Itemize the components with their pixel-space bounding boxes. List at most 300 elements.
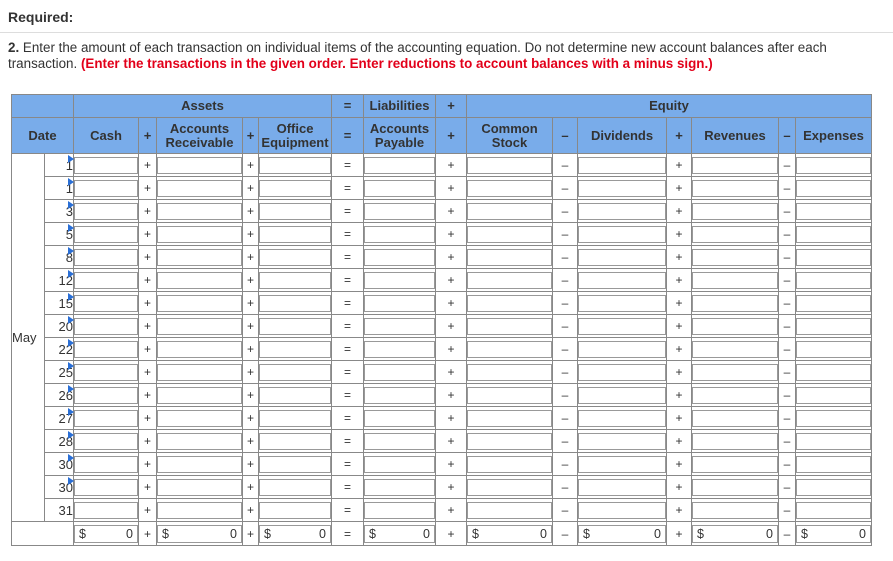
- column-accounts-receivable: Accounts Receivable: [157, 118, 243, 154]
- op-plus: +: [667, 292, 692, 315]
- op-plus: +: [667, 407, 692, 430]
- ar-cell: [157, 223, 243, 246]
- op-eq: =: [332, 177, 364, 200]
- ap-input[interactable]: [364, 226, 435, 243]
- cs-input[interactable]: [467, 157, 552, 174]
- exp-input[interactable]: [796, 295, 871, 312]
- op-plus: +: [436, 315, 467, 338]
- oe-input[interactable]: [259, 272, 331, 289]
- op-minus: –: [553, 453, 578, 476]
- op-eq: =: [332, 269, 364, 292]
- ap-input[interactable]: [364, 433, 435, 450]
- div-input[interactable]: [578, 502, 666, 519]
- cash-cell: [74, 315, 139, 338]
- day-value: 8: [65, 249, 73, 265]
- transaction-row: [12, 430, 872, 453]
- day-value: 28: [58, 433, 73, 449]
- op-minus: –: [553, 338, 578, 361]
- rev-input[interactable]: [692, 479, 778, 496]
- ar-input[interactable]: [157, 318, 242, 335]
- op-plus: +: [139, 384, 157, 407]
- ar-input[interactable]: [157, 433, 242, 450]
- transaction-row: [12, 338, 872, 361]
- oe-cell: [259, 499, 332, 522]
- cs-input[interactable]: [467, 341, 552, 358]
- dropdown-marker-icon[interactable]: [68, 477, 74, 485]
- div-input[interactable]: [578, 456, 666, 473]
- exp-cell: [796, 453, 872, 476]
- op-plus: +: [243, 430, 259, 453]
- exp-input[interactable]: [796, 249, 871, 266]
- ap-total-cell: [364, 522, 436, 546]
- dropdown-marker-icon[interactable]: [68, 362, 74, 370]
- column-common-stock: Common Stock: [467, 118, 553, 154]
- day-cell[interactable]: [45, 499, 74, 522]
- cs-input[interactable]: [467, 387, 552, 404]
- exp-input[interactable]: [796, 479, 871, 496]
- day-cell[interactable]: [45, 269, 74, 292]
- ap-input[interactable]: [364, 410, 435, 427]
- exp-input[interactable]: [796, 203, 871, 220]
- cash-input[interactable]: [74, 502, 138, 519]
- transaction-row: [12, 384, 872, 407]
- oe-total-cell: [259, 522, 332, 546]
- cs-cell: [467, 223, 553, 246]
- rev-input[interactable]: [692, 203, 778, 220]
- ap-cell: [364, 246, 436, 269]
- cash-input[interactable]: [74, 272, 138, 289]
- rev-input[interactable]: [692, 180, 778, 197]
- day-cell[interactable]: [45, 246, 74, 269]
- ap-input[interactable]: [364, 249, 435, 266]
- rev-input[interactable]: [692, 502, 778, 519]
- rev-input[interactable]: [692, 456, 778, 473]
- op-plus: +: [243, 315, 259, 338]
- exp-input[interactable]: [796, 341, 871, 358]
- div-cell: [578, 407, 667, 430]
- op-eq: =: [332, 246, 364, 269]
- op-eq: =: [332, 430, 364, 453]
- div-input[interactable]: [578, 226, 666, 243]
- currency-symbol: $: [801, 526, 808, 541]
- group-assets: Assets: [74, 95, 332, 118]
- cs-input[interactable]: [467, 502, 552, 519]
- exp-total: 0: [859, 526, 866, 541]
- day-value: 30: [58, 456, 73, 472]
- op-eq: =: [332, 476, 364, 499]
- op-plus: +: [243, 118, 259, 154]
- cs-input[interactable]: [467, 479, 552, 496]
- rev-cell: [692, 407, 779, 430]
- op-eq: =: [332, 407, 364, 430]
- div-cell: [578, 361, 667, 384]
- rev-input[interactable]: [692, 272, 778, 289]
- day-cell[interactable]: [45, 223, 74, 246]
- div-cell: [578, 338, 667, 361]
- exp-cell: [796, 177, 872, 200]
- oe-input[interactable]: [259, 157, 331, 174]
- rev-total-cell: [692, 522, 779, 546]
- instruction-body: Enter the amount of each transaction on individual items of the accounting equation. Do not determine new account balances after each transaction.: [8, 40, 827, 71]
- ap-input[interactable]: [364, 180, 435, 197]
- cs-input[interactable]: [467, 318, 552, 335]
- oe-cell: [259, 453, 332, 476]
- op-plus: +: [436, 223, 467, 246]
- day-cell[interactable]: [45, 200, 74, 223]
- ar-cell: [157, 269, 243, 292]
- header-equals: =: [332, 95, 364, 118]
- rev-cell: [692, 223, 779, 246]
- day-cell[interactable]: [45, 338, 74, 361]
- column-revenues: Revenues: [692, 118, 779, 154]
- div-input[interactable]: [578, 410, 666, 427]
- day-cell[interactable]: [45, 384, 74, 407]
- oe-input[interactable]: [259, 456, 331, 473]
- cs-input[interactable]: [467, 433, 552, 450]
- op-eq: =: [332, 499, 364, 522]
- exp-input[interactable]: [796, 456, 871, 473]
- cs-input[interactable]: [467, 226, 552, 243]
- oe-input[interactable]: [259, 180, 331, 197]
- ap-cell: [364, 407, 436, 430]
- transaction-row: [12, 476, 872, 499]
- ap-input[interactable]: [364, 456, 435, 473]
- rev-input[interactable]: [692, 410, 778, 427]
- cash-cell: [74, 476, 139, 499]
- dropdown-marker-icon[interactable]: [68, 224, 74, 232]
- exp-cell: [796, 246, 872, 269]
- op-plus: +: [436, 430, 467, 453]
- cash-input[interactable]: [74, 433, 138, 450]
- day-cell[interactable]: [45, 177, 74, 200]
- ap-input[interactable]: [364, 295, 435, 312]
- ar-input[interactable]: [157, 479, 242, 496]
- cash-input[interactable]: [74, 226, 138, 243]
- currency-symbol: $: [162, 526, 169, 541]
- div-input[interactable]: [578, 295, 666, 312]
- oe-cell: [259, 292, 332, 315]
- ar-input[interactable]: [157, 272, 242, 289]
- day-cell[interactable]: [45, 292, 74, 315]
- op-minus: –: [779, 430, 796, 453]
- rev-input[interactable]: [692, 364, 778, 381]
- cs-input[interactable]: [467, 249, 552, 266]
- oe-cell: [259, 246, 332, 269]
- ar-total-cell: [157, 522, 243, 546]
- cash-input[interactable]: [74, 295, 138, 312]
- exp-input[interactable]: [796, 387, 871, 404]
- transaction-row: [12, 315, 872, 338]
- exp-input[interactable]: [796, 502, 871, 519]
- cash-input[interactable]: [74, 456, 138, 473]
- op-plus: +: [139, 269, 157, 292]
- ap-input[interactable]: [364, 364, 435, 381]
- ar-input[interactable]: [157, 295, 242, 312]
- cs-input[interactable]: [467, 272, 552, 289]
- oe-cell: [259, 200, 332, 223]
- cash-cell: [74, 338, 139, 361]
- ap-cell: [364, 269, 436, 292]
- day-value: 12: [58, 272, 73, 288]
- oe-cell: [259, 338, 332, 361]
- oe-input[interactable]: [259, 410, 331, 427]
- currency-symbol: $: [472, 526, 479, 541]
- cash-input[interactable]: [74, 203, 138, 220]
- cs-cell: [467, 269, 553, 292]
- op-plus: +: [243, 246, 259, 269]
- exp-input[interactable]: [796, 318, 871, 335]
- op-minus: –: [553, 292, 578, 315]
- oe-input[interactable]: [259, 502, 331, 519]
- op-plus: +: [139, 522, 157, 546]
- dropdown-marker-icon[interactable]: [68, 270, 74, 278]
- cash-input[interactable]: [74, 157, 138, 174]
- cs-input[interactable]: [467, 295, 552, 312]
- op-minus: –: [779, 292, 796, 315]
- div-input[interactable]: [578, 364, 666, 381]
- ar-input[interactable]: [157, 502, 242, 519]
- op-minus: –: [779, 453, 796, 476]
- rev-input[interactable]: [692, 157, 778, 174]
- day-cell[interactable]: [45, 476, 74, 499]
- rev-input[interactable]: [692, 249, 778, 266]
- cash-input[interactable]: [74, 364, 138, 381]
- cash-input[interactable]: [74, 410, 138, 427]
- cs-cell: [467, 499, 553, 522]
- rev-cell: [692, 384, 779, 407]
- day-value: 27: [58, 410, 73, 426]
- div-cell: [578, 246, 667, 269]
- exp-input[interactable]: [796, 364, 871, 381]
- day-cell[interactable]: [45, 361, 74, 384]
- cash-input[interactable]: [74, 341, 138, 358]
- op-eq: =: [332, 200, 364, 223]
- ar-cell: [157, 246, 243, 269]
- op-plus: +: [667, 430, 692, 453]
- op-minus: –: [779, 118, 796, 154]
- dropdown-marker-icon[interactable]: [68, 339, 74, 347]
- oe-input[interactable]: [259, 318, 331, 335]
- op-plus: +: [139, 118, 157, 154]
- cs-input[interactable]: [467, 456, 552, 473]
- op-eq: =: [332, 384, 364, 407]
- cs-cell: [467, 384, 553, 407]
- transaction-row: [12, 407, 872, 430]
- dropdown-marker-icon[interactable]: [68, 293, 74, 301]
- ap-cell: [364, 499, 436, 522]
- column-dividends: Dividends: [578, 118, 667, 154]
- dropdown-marker-icon[interactable]: [68, 316, 74, 324]
- cash-cell: [74, 177, 139, 200]
- exp-input[interactable]: [796, 157, 871, 174]
- op-minus: –: [779, 246, 796, 269]
- exp-input[interactable]: [796, 226, 871, 243]
- day-cell[interactable]: [45, 315, 74, 338]
- op-plus: +: [139, 338, 157, 361]
- cs-input[interactable]: [467, 364, 552, 381]
- op-plus: +: [436, 338, 467, 361]
- ap-input[interactable]: [364, 203, 435, 220]
- oe-input[interactable]: [259, 341, 331, 358]
- div-input[interactable]: [578, 433, 666, 450]
- ar-input[interactable]: [157, 249, 242, 266]
- div-cell: [578, 223, 667, 246]
- exp-cell: [796, 338, 872, 361]
- day-cell[interactable]: [45, 430, 74, 453]
- column-expenses: Expenses: [796, 118, 872, 154]
- div-input[interactable]: [578, 180, 666, 197]
- div-input[interactable]: [578, 249, 666, 266]
- dropdown-marker-icon[interactable]: [68, 385, 74, 393]
- oe-input[interactable]: [259, 479, 331, 496]
- ap-cell: [364, 223, 436, 246]
- dropdown-marker-icon[interactable]: [68, 201, 74, 209]
- day-cell[interactable]: [45, 453, 74, 476]
- rev-input[interactable]: [692, 295, 778, 312]
- ap-input[interactable]: [364, 318, 435, 335]
- ap-cell: [364, 476, 436, 499]
- ap-input[interactable]: [364, 479, 435, 496]
- ap-input[interactable]: [364, 387, 435, 404]
- rev-cell: [692, 338, 779, 361]
- cs-input[interactable]: [467, 203, 552, 220]
- day-cell[interactable]: [45, 407, 74, 430]
- exp-input[interactable]: [796, 433, 871, 450]
- oe-input[interactable]: [259, 387, 331, 404]
- dropdown-marker-icon[interactable]: [68, 178, 74, 186]
- cash-input[interactable]: [74, 180, 138, 197]
- oe-cell: [259, 269, 332, 292]
- dropdown-marker-icon[interactable]: [68, 408, 74, 416]
- cs-input[interactable]: [467, 180, 552, 197]
- oe-input[interactable]: [259, 295, 331, 312]
- cs-input[interactable]: [467, 410, 552, 427]
- op-plus: +: [436, 118, 467, 154]
- op-plus: +: [436, 269, 467, 292]
- exp-input[interactable]: [796, 272, 871, 289]
- ar-input[interactable]: [157, 157, 242, 174]
- exp-input[interactable]: [796, 180, 871, 197]
- column-cash: Cash: [74, 118, 139, 154]
- ar-input[interactable]: [157, 364, 242, 381]
- oe-input[interactable]: [259, 433, 331, 450]
- op-minus: –: [779, 223, 796, 246]
- oe-input[interactable]: [259, 249, 331, 266]
- oe-input[interactable]: [259, 203, 331, 220]
- cash-cell: [74, 269, 139, 292]
- div-input[interactable]: [578, 479, 666, 496]
- ar-input[interactable]: [157, 410, 242, 427]
- required-heading: Required:: [8, 9, 74, 25]
- day-value: 22: [58, 341, 73, 357]
- cs-cell: [467, 315, 553, 338]
- oe-input[interactable]: [259, 226, 331, 243]
- currency-symbol: $: [583, 526, 590, 541]
- day-value: 26: [58, 387, 73, 403]
- cash-input[interactable]: [74, 249, 138, 266]
- ar-input[interactable]: [157, 341, 242, 358]
- div-input[interactable]: [578, 318, 666, 335]
- ar-input[interactable]: [157, 387, 242, 404]
- cash-cell: [74, 384, 139, 407]
- dropdown-marker-icon[interactable]: [68, 247, 74, 255]
- exp-cell: [796, 430, 872, 453]
- ar-total: 0: [230, 526, 237, 541]
- transaction-row: [12, 200, 872, 223]
- rev-input[interactable]: [692, 433, 778, 450]
- cash-input[interactable]: [74, 318, 138, 335]
- op-plus: +: [243, 453, 259, 476]
- op-plus: +: [243, 476, 259, 499]
- div-input[interactable]: [578, 387, 666, 404]
- rev-input[interactable]: [692, 387, 778, 404]
- op-plus: +: [667, 384, 692, 407]
- div-input[interactable]: [578, 341, 666, 358]
- ar-cell: [157, 200, 243, 223]
- op-plus: +: [139, 407, 157, 430]
- cash-input[interactable]: [74, 479, 138, 496]
- div-input[interactable]: [578, 203, 666, 220]
- oe-cell: [259, 384, 332, 407]
- dropdown-marker-icon[interactable]: [68, 454, 74, 462]
- op-minus: –: [553, 315, 578, 338]
- instruction-note: (Enter the transactions in the given order. Enter reductions to account balances with a minus sign.): [80, 56, 713, 71]
- ar-input[interactable]: [157, 180, 242, 197]
- exp-cell: [796, 476, 872, 499]
- group-liabilities: Liabilities: [364, 95, 436, 118]
- op-plus: +: [436, 476, 467, 499]
- oe-input[interactable]: [259, 364, 331, 381]
- cs-cell: [467, 154, 553, 177]
- op-plus: +: [436, 407, 467, 430]
- day-value: 1: [65, 157, 73, 173]
- ap-cell: [364, 361, 436, 384]
- ar-input[interactable]: [157, 456, 242, 473]
- ap-input[interactable]: [364, 157, 435, 174]
- dropdown-marker-icon[interactable]: [68, 431, 74, 439]
- exp-input[interactable]: [796, 410, 871, 427]
- day-value: 30: [58, 479, 73, 495]
- op-minus: –: [553, 499, 578, 522]
- transaction-row: [12, 154, 872, 177]
- ar-cell: [157, 407, 243, 430]
- div-input[interactable]: [578, 157, 666, 174]
- currency-symbol: $: [79, 526, 86, 541]
- div-input[interactable]: [578, 272, 666, 289]
- totals-row: [12, 522, 872, 546]
- ap-input[interactable]: [364, 272, 435, 289]
- cash-input[interactable]: [74, 387, 138, 404]
- op-plus: +: [243, 269, 259, 292]
- day-cell[interactable]: [45, 154, 74, 177]
- cash-cell: [74, 453, 139, 476]
- rev-cell: [692, 430, 779, 453]
- op-plus: +: [667, 154, 692, 177]
- ap-input[interactable]: [364, 341, 435, 358]
- divider: [0, 32, 893, 33]
- transaction-row: [12, 292, 872, 315]
- rev-input[interactable]: [692, 226, 778, 243]
- ar-input[interactable]: [157, 203, 242, 220]
- ar-cell: [157, 453, 243, 476]
- ar-input[interactable]: [157, 226, 242, 243]
- ap-input[interactable]: [364, 502, 435, 519]
- ar-cell: [157, 292, 243, 315]
- rev-input[interactable]: [692, 318, 778, 335]
- ar-cell: [157, 499, 243, 522]
- dropdown-marker-icon[interactable]: [68, 155, 74, 163]
- rev-input[interactable]: [692, 341, 778, 358]
